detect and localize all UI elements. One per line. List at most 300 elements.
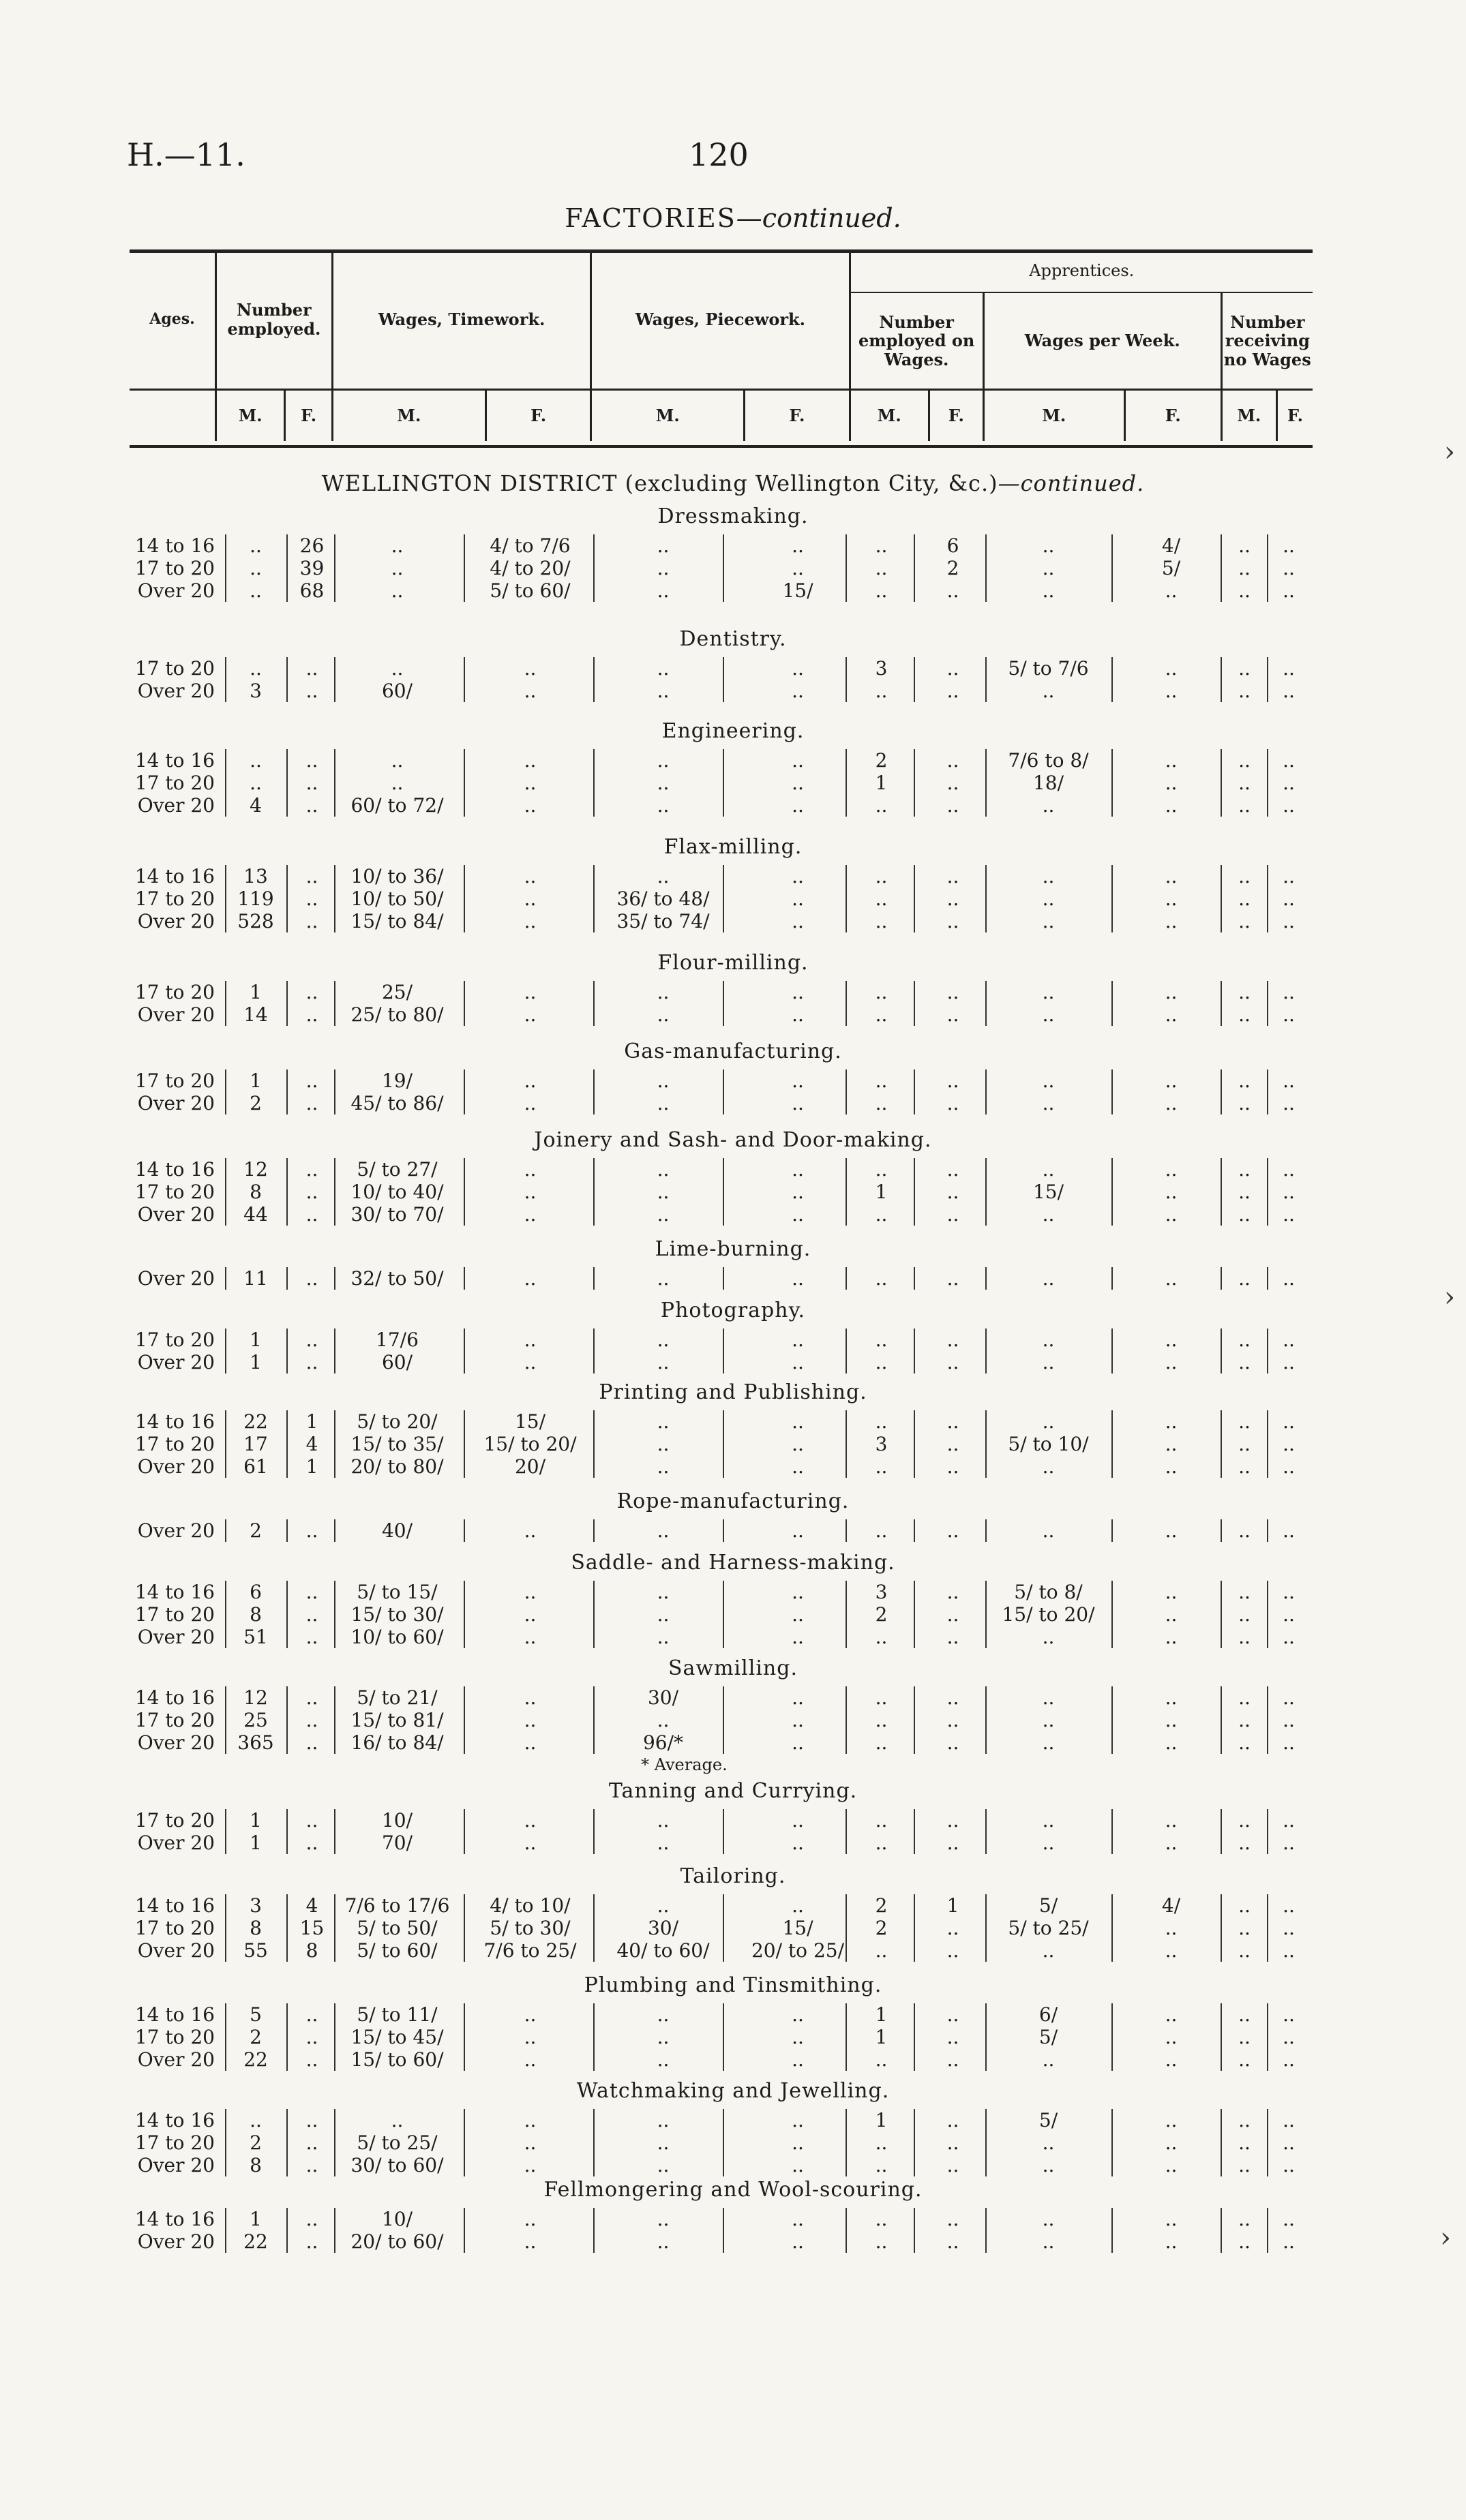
- piecework-f-cell: ..: [792, 2208, 804, 2230]
- timework-f-cell: ..: [524, 2230, 537, 2253]
- employed-f-cell: ..: [305, 680, 318, 702]
- age-cell: Over 20: [137, 1731, 215, 1754]
- employed-m-cell: 119: [237, 887, 274, 910]
- employed-f-cell: ..: [305, 1092, 318, 1114]
- apprentice-wage-m-cell: ..: [1042, 1455, 1055, 1478]
- apprentice-wage-m-cell: ..: [1042, 1069, 1055, 1092]
- apprentice-m-cell: ..: [875, 1455, 888, 1478]
- apprentice-m-cell: ..: [875, 1267, 888, 1290]
- no-wage-m-cell: ..: [1238, 1519, 1251, 1542]
- col-pm: M.: [591, 390, 745, 442]
- table-row: [0, 579, 1466, 602]
- timework-m-cell: 10/: [381, 1809, 413, 1832]
- apprentice-m-cell: ..: [875, 680, 888, 702]
- table-row: [0, 557, 1466, 579]
- no-wage-m-cell: ..: [1238, 2026, 1251, 2048]
- no-wage-f-cell: ..: [1283, 1581, 1295, 1603]
- no-wage-f-cell: ..: [1283, 2109, 1295, 2131]
- timework-f-cell: ..: [524, 1626, 537, 1648]
- timework-f-cell: 15/ to 20/: [483, 1433, 577, 1455]
- piecework-f-cell: ..: [792, 865, 804, 887]
- piecework-m-cell: ..: [657, 1455, 670, 1478]
- piecework-f-cell: ..: [792, 2230, 804, 2253]
- employed-m-cell: 22: [243, 2230, 268, 2253]
- employed-m-cell: 5: [250, 2003, 262, 2026]
- piecework-f-cell: ..: [792, 2048, 804, 2071]
- piecework-m-cell: ..: [657, 2230, 670, 2253]
- apprentice-m-cell: 2: [875, 1603, 888, 1626]
- age-cell: 14 to 16: [134, 1894, 215, 1917]
- apprentice-m-cell: 1: [875, 2026, 888, 2048]
- no-wage-f-cell: ..: [1283, 1894, 1295, 1917]
- employed-m-cell: 8: [250, 1917, 262, 1939]
- timework-f-cell: ..: [524, 1731, 537, 1754]
- no-wage-m-cell: ..: [1238, 772, 1251, 794]
- employed-f-cell: ..: [305, 1519, 318, 1542]
- table-row: [0, 794, 1466, 817]
- footnote: * Average.: [641, 1755, 728, 1774]
- age-cell: 14 to 16: [134, 1410, 215, 1433]
- apprentice-f-cell: ..: [946, 1092, 959, 1114]
- no-wage-m-cell: ..: [1238, 1832, 1251, 1854]
- piecework-f-cell: ..: [792, 1581, 804, 1603]
- age-cell: Over 20: [137, 680, 215, 702]
- table-row: [0, 1092, 1466, 1114]
- no-wage-m-cell: ..: [1238, 1731, 1251, 1754]
- no-wage-m-cell: ..: [1238, 680, 1251, 702]
- apprentice-wage-m-cell: ..: [1042, 1686, 1055, 1709]
- apprentice-f-cell: ..: [946, 794, 959, 817]
- timework-m-cell: 5/ to 15/: [357, 1581, 438, 1603]
- timework-f-cell: ..: [524, 2026, 537, 2048]
- no-wage-m-cell: ..: [1238, 1181, 1251, 1203]
- no-wage-f-cell: ..: [1283, 2048, 1295, 2071]
- no-wage-m-cell: ..: [1238, 1709, 1251, 1731]
- apprentice-wage-m-cell: 5/: [1038, 2109, 1058, 2131]
- table-row: [0, 657, 1466, 680]
- employed-m-cell: 17: [243, 1433, 268, 1455]
- timework-m-cell: 15/ to 84/: [350, 910, 444, 932]
- timework-f-cell: ..: [524, 2109, 537, 2131]
- no-wage-m-cell: ..: [1238, 865, 1251, 887]
- apprentice-wage-m-cell: ..: [1042, 1832, 1055, 1854]
- apprentice-wage-f-cell: ..: [1165, 1181, 1178, 1203]
- no-wage-m-cell: ..: [1238, 1894, 1251, 1917]
- no-wage-f-cell: ..: [1283, 680, 1295, 702]
- no-wage-f-cell: ..: [1283, 794, 1295, 817]
- table-row: [0, 1731, 1466, 1754]
- apprentice-wage-f-cell: ..: [1165, 1832, 1178, 1854]
- apprentice-m-cell: 2: [875, 1917, 888, 1939]
- apprentice-m-cell: 3: [875, 1433, 888, 1455]
- employed-f-cell: ..: [305, 657, 318, 680]
- age-cell: Over 20: [137, 1351, 215, 1373]
- age-cell: Over 20: [137, 579, 215, 602]
- timework-f-cell: ..: [524, 1203, 537, 1226]
- apprentice-m-cell: 1: [875, 1181, 888, 1203]
- no-wage-f-cell: ..: [1283, 772, 1295, 794]
- apprentice-wage-f-cell: ..: [1165, 1267, 1178, 1290]
- no-wage-m-cell: ..: [1238, 1603, 1251, 1626]
- employed-m-cell: 12: [243, 1158, 268, 1181]
- no-wage-m-cell: ..: [1238, 794, 1251, 817]
- timework-f-cell: ..: [524, 2154, 537, 2176]
- apprentice-wage-f-cell: ..: [1165, 1351, 1178, 1373]
- piecework-f-cell: ..: [792, 1832, 804, 1854]
- employed-m-cell: 6: [250, 1581, 262, 1603]
- employed-m-cell: 8: [250, 1181, 262, 1203]
- timework-m-cell: 15/ to 45/: [350, 2026, 444, 2048]
- industry-title: Dentistry.: [679, 627, 787, 651]
- col-wages-timework: Wages, Timework.: [332, 251, 590, 390]
- timework-f-cell: 4/ to 20/: [490, 557, 571, 579]
- apprentice-f-cell: ..: [946, 680, 959, 702]
- piecework-m-cell: ..: [657, 1410, 670, 1433]
- timework-f-cell: ..: [524, 2003, 537, 2026]
- age-cell: Over 20: [137, 1092, 215, 1114]
- apprentice-f-cell: ..: [946, 1203, 959, 1226]
- piecework-m-cell: ..: [657, 865, 670, 887]
- piecework-f-cell: ..: [792, 2109, 804, 2131]
- table-row: [0, 1917, 1466, 1939]
- employed-f-cell: ..: [305, 2026, 318, 2048]
- no-wage-f-cell: ..: [1283, 2026, 1295, 2048]
- piecework-f-cell: ..: [792, 772, 804, 794]
- age-cell: Over 20: [137, 2230, 215, 2253]
- apprentice-wage-m-cell: ..: [1042, 2131, 1055, 2154]
- employed-f-cell: ..: [305, 1809, 318, 1832]
- table-row: [0, 1003, 1466, 1026]
- col-apprentices: Apprentices.: [850, 251, 1313, 292]
- apprentice-wage-f-cell: ..: [1165, 1003, 1178, 1026]
- piecework-m-cell: ..: [657, 534, 670, 557]
- timework-m-cell: 16/ to 84/: [350, 1731, 444, 1754]
- age-cell: Over 20: [137, 1267, 215, 1290]
- apprentice-wage-f-cell: ..: [1165, 2208, 1178, 2230]
- timework-f-cell: ..: [524, 2048, 537, 2071]
- col-app-number-employed: Number employed on Wages.: [850, 292, 983, 390]
- apprentice-wage-m-cell: 6/: [1038, 2003, 1058, 2026]
- piecework-m-cell: ..: [657, 2003, 670, 2026]
- piecework-f-cell: ..: [792, 1181, 804, 1203]
- timework-m-cell: ..: [391, 579, 404, 602]
- employed-f-cell: ..: [305, 1626, 318, 1648]
- apprentice-f-cell: ..: [946, 1731, 959, 1754]
- no-wage-m-cell: ..: [1238, 2109, 1251, 2131]
- employed-m-cell: 2: [250, 2026, 262, 2048]
- apprentice-f-cell: ..: [946, 865, 959, 887]
- timework-m-cell: ..: [391, 557, 404, 579]
- table-row: [0, 2003, 1466, 2026]
- timework-m-cell: ..: [391, 534, 404, 557]
- employed-m-cell: 55: [243, 1939, 268, 1962]
- timework-m-cell: 60/ to 72/: [350, 794, 444, 817]
- no-wage-f-cell: ..: [1283, 1433, 1295, 1455]
- no-wage-f-cell: ..: [1283, 1917, 1295, 1939]
- table-row: [0, 910, 1466, 932]
- apprentice-f-cell: ..: [946, 1158, 959, 1181]
- apprentice-wage-m-cell: 5/ to 7/6: [1008, 657, 1089, 680]
- timework-m-cell: 45/ to 86/: [350, 1092, 444, 1114]
- industry-title: Engineering.: [661, 719, 805, 743]
- no-wage-m-cell: ..: [1238, 2003, 1251, 2026]
- apprentice-wage-m-cell: ..: [1042, 794, 1055, 817]
- timework-m-cell: 25/ to 80/: [350, 1003, 444, 1026]
- district-name: WELLINGTON DISTRICT (excluding Wellington City, &c.): [321, 470, 998, 496]
- no-wage-f-cell: ..: [1283, 1410, 1295, 1433]
- employed-m-cell: 528: [237, 910, 274, 932]
- employed-m-cell: ..: [250, 534, 262, 557]
- age-cell: 14 to 16: [134, 2208, 215, 2230]
- no-wage-m-cell: ..: [1238, 534, 1251, 557]
- timework-f-cell: ..: [524, 1069, 537, 1092]
- apprentice-m-cell: ..: [875, 1092, 888, 1114]
- piecework-m-cell: 36/ to 48/: [616, 887, 710, 910]
- timework-f-cell: ..: [524, 794, 537, 817]
- apprentice-f-cell: ..: [946, 1603, 959, 1626]
- apprentice-m-cell: 2: [875, 1894, 888, 1917]
- apprentice-f-cell: ..: [946, 1809, 959, 1832]
- industry-title: Fellmongering and Wool-scouring.: [543, 2178, 923, 2202]
- apprentice-wage-m-cell: ..: [1042, 1939, 1055, 1962]
- employed-m-cell: 61: [243, 1455, 268, 1478]
- industry-title: Joinery and Sash- and Door-making.: [534, 1128, 932, 1152]
- age-cell: 17 to 20: [134, 1329, 215, 1351]
- apprentice-m-cell: ..: [875, 1203, 888, 1226]
- piecework-m-cell: 30/: [647, 1917, 679, 1939]
- age-cell: 14 to 16: [134, 1158, 215, 1181]
- no-wage-m-cell: ..: [1238, 1069, 1251, 1092]
- col-wages-piecework: Wages, Piecework.: [591, 251, 850, 390]
- apprentice-f-cell: ..: [946, 1455, 959, 1478]
- no-wage-m-cell: ..: [1238, 2208, 1251, 2230]
- apprentice-f-cell: ..: [946, 1832, 959, 1854]
- employed-m-cell: 2: [250, 1519, 262, 1542]
- timework-f-cell: ..: [524, 1519, 537, 1542]
- age-cell: 17 to 20: [134, 1709, 215, 1731]
- timework-m-cell: 15/ to 35/: [350, 1433, 444, 1455]
- apprentice-wage-m-cell: ..: [1042, 2048, 1055, 2071]
- employed-m-cell: 1: [250, 981, 262, 1003]
- apprentice-m-cell: ..: [875, 2131, 888, 2154]
- age-cell: 14 to 16: [134, 865, 215, 887]
- table-row: [0, 1686, 1466, 1709]
- apprentice-wage-f-cell: 4/: [1161, 534, 1181, 557]
- employed-f-cell: ..: [305, 865, 318, 887]
- table-row: [0, 1939, 1466, 1962]
- employed-m-cell: 8: [250, 2154, 262, 2176]
- apprentice-f-cell: ..: [946, 2048, 959, 2071]
- apprentice-f-cell: ..: [946, 1181, 959, 1203]
- title-text: FACTORIES: [565, 203, 736, 233]
- employed-f-cell: ..: [305, 1686, 318, 1709]
- employed-f-cell: ..: [305, 1351, 318, 1373]
- no-wage-f-cell: ..: [1283, 579, 1295, 602]
- table-row: [0, 865, 1466, 887]
- header-rule-bottom: [130, 445, 1313, 448]
- apprentice-wage-m-cell: ..: [1042, 1709, 1055, 1731]
- age-cell: Over 20: [137, 1003, 215, 1026]
- employed-f-cell: ..: [305, 1329, 318, 1351]
- apprentice-m-cell: ..: [875, 1519, 888, 1542]
- piecework-f-cell: ..: [792, 2026, 804, 2048]
- timework-f-cell: ..: [524, 1003, 537, 1026]
- timework-m-cell: 10/: [381, 2208, 413, 2230]
- employed-m-cell: 1: [250, 1069, 262, 1092]
- apprentice-f-cell: ..: [946, 1267, 959, 1290]
- piecework-f-cell: 15/: [782, 1917, 813, 1939]
- district-heading: [0, 470, 1466, 496]
- employed-f-cell: 15: [299, 1917, 325, 1939]
- age-cell: Over 20: [137, 1939, 215, 1962]
- apprentice-wage-m-cell: ..: [1042, 1351, 1055, 1373]
- apprentice-f-cell: ..: [946, 2026, 959, 2048]
- page-title: [0, 203, 1466, 233]
- no-wage-m-cell: ..: [1238, 749, 1251, 772]
- timework-m-cell: 32/ to 50/: [350, 1267, 444, 1290]
- apprentice-wage-m-cell: 5/ to 25/: [1008, 1917, 1089, 1939]
- employed-m-cell: ..: [250, 557, 262, 579]
- col-nf: F.: [1276, 390, 1313, 442]
- piecework-m-cell: ..: [657, 1351, 670, 1373]
- timework-f-cell: ..: [524, 1158, 537, 1181]
- no-wage-f-cell: ..: [1283, 1069, 1295, 1092]
- piecework-f-cell: ..: [792, 1158, 804, 1181]
- apprentice-f-cell: ..: [946, 579, 959, 602]
- industry-title: Flour-milling.: [657, 951, 809, 975]
- employed-m-cell: 365: [237, 1731, 274, 1754]
- apprentice-f-cell: ..: [946, 2131, 959, 2154]
- apprentice-wage-m-cell: ..: [1042, 680, 1055, 702]
- piecework-m-cell: ..: [657, 1267, 670, 1290]
- age-cell: 17 to 20: [134, 1603, 215, 1626]
- industry-title: Plumbing and Tinsmithing.: [584, 1973, 882, 1997]
- apprentice-m-cell: ..: [875, 1709, 888, 1731]
- age-cell: 17 to 20: [134, 1181, 215, 1203]
- apprentice-wage-f-cell: ..: [1165, 1917, 1178, 1939]
- col-tf: F.: [485, 390, 590, 442]
- age-cell: 14 to 16: [134, 2109, 215, 2131]
- industry-title: Watchmaking and Jewelling.: [576, 2079, 890, 2103]
- piecework-m-cell: ..: [657, 1181, 670, 1203]
- employed-f-cell: ..: [305, 1069, 318, 1092]
- apprentice-m-cell: ..: [875, 579, 888, 602]
- age-cell: 14 to 16: [134, 534, 215, 557]
- table-row: [0, 1181, 1466, 1203]
- apprentice-wage-m-cell: ..: [1042, 579, 1055, 602]
- employed-f-cell: 8: [305, 1939, 318, 1962]
- employed-f-cell: ..: [305, 1731, 318, 1754]
- no-wage-m-cell: ..: [1238, 1410, 1251, 1433]
- piecework-f-cell: ..: [792, 1069, 804, 1092]
- apprentice-f-cell: ..: [946, 2230, 959, 2253]
- apprentice-f-cell: 6: [946, 534, 959, 557]
- apprentice-f-cell: ..: [946, 749, 959, 772]
- employed-m-cell: 1: [250, 2208, 262, 2230]
- apprentice-f-cell: ..: [946, 1581, 959, 1603]
- apprentice-f-cell: ..: [946, 2208, 959, 2230]
- timework-f-cell: ..: [524, 1832, 537, 1854]
- timework-m-cell: 20/ to 60/: [350, 2230, 444, 2253]
- apprentice-wage-f-cell: 4/: [1161, 1894, 1181, 1917]
- apprentice-wage-m-cell: ..: [1042, 887, 1055, 910]
- no-wage-f-cell: ..: [1283, 1158, 1295, 1181]
- apprentice-wage-f-cell: ..: [1165, 1709, 1178, 1731]
- apprentice-wage-m-cell: ..: [1042, 2208, 1055, 2230]
- apprentice-wage-f-cell: ..: [1165, 680, 1178, 702]
- apprentice-wage-m-cell: ..: [1042, 1519, 1055, 1542]
- timework-f-cell: 20/: [514, 1455, 546, 1478]
- piecework-f-cell: ..: [792, 680, 804, 702]
- apprentice-wage-f-cell: ..: [1165, 657, 1178, 680]
- piecework-m-cell: ..: [657, 1329, 670, 1351]
- apprentice-m-cell: 3: [875, 1581, 888, 1603]
- apprentice-f-cell: ..: [946, 1626, 959, 1648]
- piecework-f-cell: ..: [792, 910, 804, 932]
- age-cell: Over 20: [137, 1203, 215, 1226]
- employed-f-cell: ..: [305, 887, 318, 910]
- age-cell: 14 to 16: [134, 1581, 215, 1603]
- employed-f-cell: ..: [305, 1003, 318, 1026]
- piecework-f-cell: ..: [792, 557, 804, 579]
- no-wage-m-cell: ..: [1238, 1686, 1251, 1709]
- table-row: [0, 1709, 1466, 1731]
- piecework-m-cell: ..: [657, 981, 670, 1003]
- timework-m-cell: ..: [391, 749, 404, 772]
- apprentice-wage-m-cell: ..: [1042, 1003, 1055, 1026]
- apprentice-m-cell: 3: [875, 657, 888, 680]
- no-wage-f-cell: ..: [1283, 1626, 1295, 1648]
- table-row: [0, 1455, 1466, 1478]
- apprentice-wage-m-cell: ..: [1042, 1410, 1055, 1433]
- apprentice-wage-m-cell: ..: [1042, 534, 1055, 557]
- table-row: [0, 2109, 1466, 2131]
- piecework-f-cell: ..: [792, 749, 804, 772]
- no-wage-f-cell: ..: [1283, 2131, 1295, 2154]
- no-wage-f-cell: ..: [1283, 2003, 1295, 2026]
- no-wage-m-cell: ..: [1238, 1351, 1251, 1373]
- employed-f-cell: 4: [305, 1894, 318, 1917]
- apprentice-wage-m-cell: ..: [1042, 1626, 1055, 1648]
- piecework-m-cell: ..: [657, 1003, 670, 1026]
- apprentice-f-cell: 1: [946, 1894, 959, 1917]
- timework-f-cell: ..: [524, 1709, 537, 1731]
- apprentice-f-cell: ..: [946, 2154, 959, 2176]
- apprentice-wage-f-cell: ..: [1165, 1626, 1178, 1648]
- col-tm: M.: [332, 390, 485, 442]
- table-row: [0, 1351, 1466, 1373]
- table-row: [0, 1158, 1466, 1181]
- age-cell: 17 to 20: [134, 2026, 215, 2048]
- employed-f-cell: ..: [305, 1832, 318, 1854]
- no-wage-f-cell: ..: [1283, 887, 1295, 910]
- margin-mark: ›: [1440, 2222, 1451, 2253]
- apprentice-wage-f-cell: ..: [1165, 1603, 1178, 1626]
- apprentice-f-cell: ..: [946, 1351, 959, 1373]
- employed-m-cell: 22: [243, 2048, 268, 2071]
- no-wage-m-cell: ..: [1238, 1329, 1251, 1351]
- no-wage-m-cell: ..: [1238, 1158, 1251, 1181]
- piecework-m-cell: ..: [657, 1809, 670, 1832]
- piecework-m-cell: 96/*: [642, 1731, 684, 1754]
- apprentice-m-cell: ..: [875, 1410, 888, 1433]
- employed-m-cell: 4: [250, 794, 262, 817]
- apprentice-f-cell: ..: [946, 1329, 959, 1351]
- no-wage-f-cell: ..: [1283, 2154, 1295, 2176]
- piecework-m-cell: ..: [657, 772, 670, 794]
- industry-title: Tailoring.: [680, 1864, 786, 1888]
- timework-m-cell: 7/6 to 17/6: [344, 1894, 450, 1917]
